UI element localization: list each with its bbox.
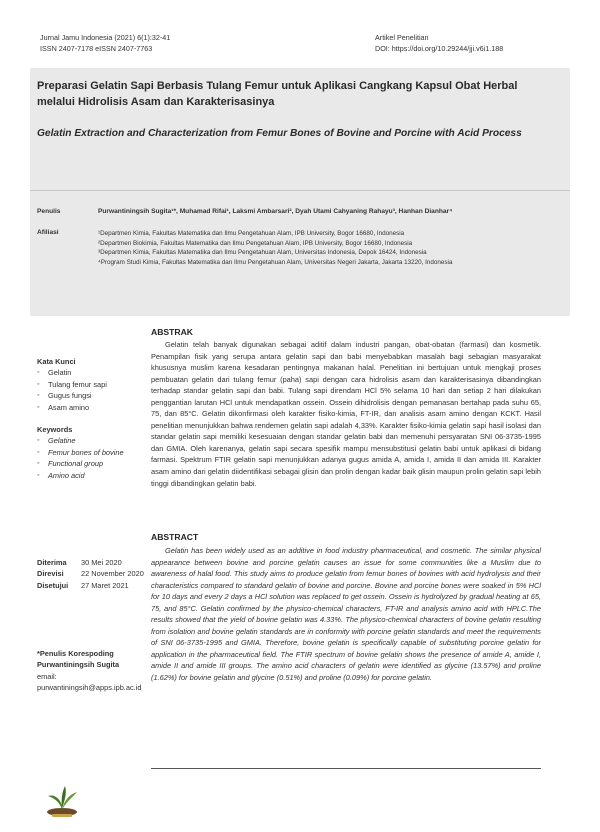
kata-kunci-item: ◦ Asam amino bbox=[37, 402, 142, 413]
accepted-row bbox=[37, 580, 147, 591]
abstract-heading: ABSTRACT bbox=[151, 532, 199, 542]
received-label: Diterima bbox=[37, 558, 67, 567]
email-label: email: bbox=[37, 671, 57, 681]
keyword-item: ◦ Gelatine bbox=[37, 435, 132, 446]
received-date: 30 Mei 2020 bbox=[81, 558, 122, 567]
keywords-section bbox=[37, 424, 132, 481]
keywords-heading: Keywords bbox=[37, 425, 73, 434]
kata-kunci-section bbox=[37, 356, 142, 413]
authors-label: Penulis bbox=[37, 208, 61, 215]
journal-logo-icon bbox=[40, 778, 84, 822]
accepted-date: 27 Maret 2021 bbox=[81, 580, 129, 590]
revised-label: Direvisi bbox=[37, 569, 64, 579]
correspondence-name: Purwantiningsih Sugita bbox=[37, 660, 120, 670]
journal-header bbox=[40, 32, 170, 54]
abstract-bottom-rule bbox=[151, 768, 541, 769]
correspondence-section bbox=[37, 648, 142, 694]
title-indonesian: Preparasi Gelatin Sapi Berbasis Tulang Femur untuk Aplikasi Cangkang Kapsul Obat Herbal melalui Hidrolisis Asam dan Karakterisasinya bbox=[37, 80, 518, 108]
affiliation-list bbox=[98, 229, 548, 267]
correspondence-email[interactable]: purwantiningsih@apps.ipb.ac.id bbox=[37, 683, 142, 693]
article-header bbox=[375, 32, 503, 54]
article-type: Artikel Penelitian bbox=[375, 33, 429, 42]
kata-kunci-item: ◦ Gelatin bbox=[37, 367, 142, 378]
issn: ISSN 2407-7178 eISSN 2407-7763 bbox=[40, 44, 153, 53]
affiliation-item: ³Departmen Kimia, Fakultas Matematika dan Ilmu Pengetahuan Alam, Universitas Indonesia, Depok 16424, Indonesia bbox=[98, 249, 427, 257]
accepted-label: Disetujui bbox=[37, 580, 69, 590]
keyword-item: ◦ Amino acid bbox=[37, 470, 132, 481]
affiliation-item: ¹Departmen Kimia, Fakultas Matematika dan Ilmu Pengetahuan Alam, IPB University, Bogor 16680, Indonesia bbox=[98, 230, 405, 237]
revised-date: 22 November 2020 bbox=[81, 569, 144, 579]
received-row bbox=[37, 557, 147, 568]
keyword-item: ◦ Femur bones of bovine bbox=[37, 447, 132, 458]
abstrak-body: Gelatin telah banyak digunakan sebagai aditif dalam industri pangan, obat-obatan (farmasi) dan kosmetik. Penampilan fisik yang serupa antara gelatin sapi dan babi menyebabkan masalah bagi sebagian masyarakat khususnya muslim karena kesadaran pentingnya makanan halal. Penelitian ini bertujuan untuk mengkaji proses pembuatan gelatin dari tulang femur (paha) sapi dengan cara hidrolisis asam dan karakterisasinya dibandingkan terhadap standar gelatin sapi dan babi. Tulang sapi direndam HCl 5% selama 10 hari dan setiap 2 hari dilakukan penggantian larutan HCl untuk mendapatkan ossein. Ossein dihidrolisis dengan pemanasan bertahap pada suhu 65, 75, dan 85°C. Gelatin dikonfirmasi oleh karakter fisiko-kimia, FT-IR, dan analisis asam amino dengan KCKT. Hasil penelitian menunjukkan bahwa rendemen gelatin sapi adalah 4,33%. Karakter fisiko-kimia gelatin sapi hasil isolasi dan standar gelatin sapi memiliki kesesuaian dengan standar gelatin babi dan memenuhi persyaratan SNI 06-3735-1995 dan GMIA. Oleh karenanya, gelatin sapi secara spesifik mampu mensubstitusi gelatin babi untuk aplikasi di bidang farmasi. Spektrum FTIR gelatin sapi menunjukkan adanya gugus amida A, amida I, amida II dan amida III. Karakter asam amino dari gelatin diidentifikasi sebagai glisin dan prolin dengan kadar baik glisin maupun prolin gelatin sapi lebih tinggi dibandingkan gelatin babi. bbox=[151, 340, 541, 488]
kata-kunci-item: ◦ Tulang femur sapi bbox=[37, 379, 142, 390]
affiliation-item: ⁴Program Studi Kimia, Fakultas Matematika dan Ilmu Pengetahuan Alam, Universitas Negeri Jakarta, Jakarta 13220, Indonesia bbox=[98, 258, 453, 266]
authors-list: Purwantiningsih Sugita¹*, Muhamad Rifai¹, Laksmi Ambarsari², Dyah Utami Cahyaning Rahayu³, Hanhan Dianhar⁴ bbox=[98, 208, 453, 215]
affiliation-item: ²Departmen Biokimia, Fakultas Matematika dan Ilmu Pengetahuan Alam, IPB University, Bogor 16680, Indonesia bbox=[98, 239, 413, 247]
title-divider bbox=[30, 190, 570, 191]
revised-row bbox=[37, 568, 147, 579]
kata-kunci-item: ◦ Gugus fungsi bbox=[37, 390, 142, 401]
affiliation-label: Afiliasi bbox=[37, 229, 59, 236]
dates-section bbox=[37, 557, 147, 591]
kata-kunci-heading: Kata Kunci bbox=[37, 357, 76, 366]
doi-link[interactable]: DOI: https://doi.org/10.29244/jji.v6i1.188 bbox=[375, 44, 504, 53]
abstract-body: Gelatin has been widely used as an additive in food industry pharmaceutical, and cosmetic. The similar physical appearance between bovine and porcine gelatin causes an issue for some communities like a Muslim due to awareness of halal food. This study aims to produce gelatin from femur bones of bovines with acid hydrolysis and their characteristics compared to standard gelatin of bovine and porcine. Bovine and porcine bones were soaked in 5% HCl for 10 days and every 2 days a HCl solution was replaced to get ossein. Ossein is hydrolyzed by gradual heating at 65, 75, and 85°C. Gelatin confirmed by the physico-chemical characters, FT-IR and analysis amino acid with HPLC.The results showed that the yield of bovine gelatin was 4.33%. The physico-chemical characters of bovine gelatin resulting from isolation and bovine gelatin standards are in conformity with porcine gelatin standards and meet the requirements of SNI 06-3735-1995 and GMIA. Therefore, bovine gelatin is specifically capable of substituting porcine gelatin for application in the pharmaceutical field. The FTIR spectrum of bovine gelatin shows the presence of amide A, amide I, amide II and amide III groups. The amino acid characters of gelatin were identified as glycine (13.57%) and proline (1.62%) for bovine gelatin and glycine (0.51%) and proline (0.09%) for porcine gelatin. bbox=[151, 546, 541, 683]
title-english: Gelatin Extraction and Characterization from Femur Bones of Bovine and Porcine with Acid Process bbox=[37, 128, 522, 139]
abstrak-heading: ABSTRAK bbox=[151, 327, 194, 337]
journal-citation: Jurnal Jamu Indonesia (2021) 6(1):32-41 bbox=[40, 33, 171, 42]
keyword-item: ◦ Functional group bbox=[37, 458, 132, 469]
correspondence-label: *Penulis Korespoding bbox=[37, 649, 114, 658]
